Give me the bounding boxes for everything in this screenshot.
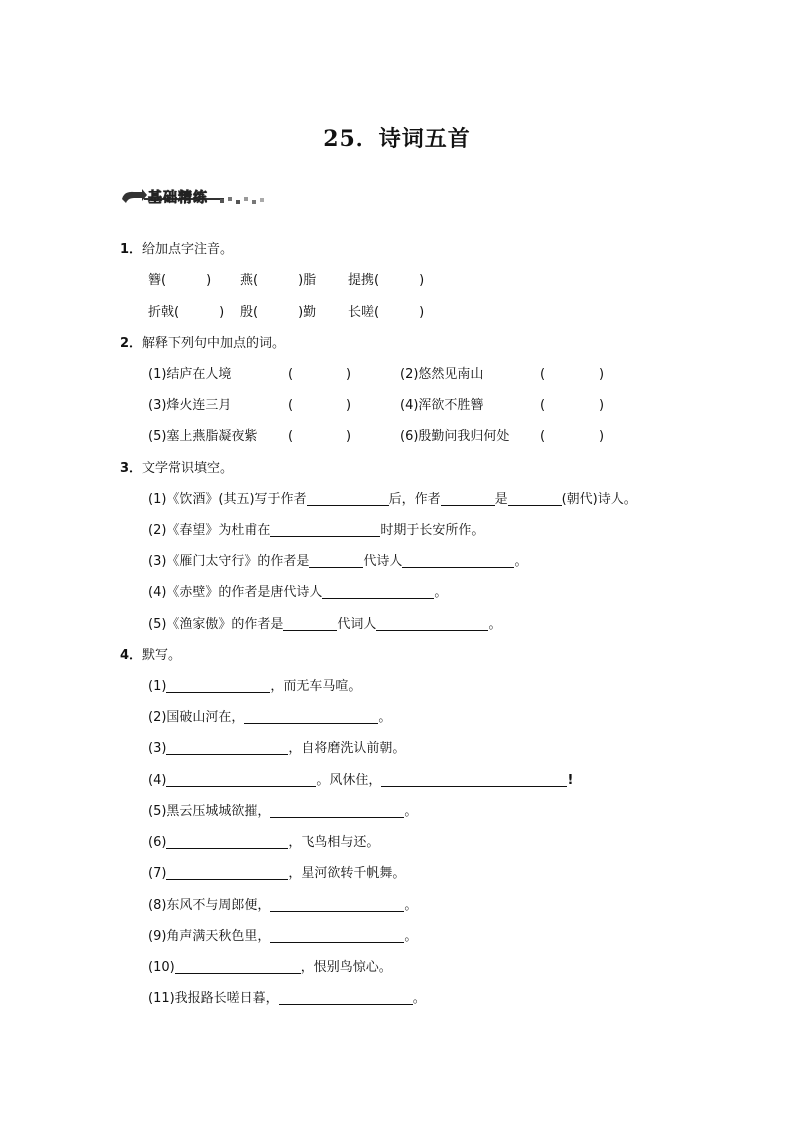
q3-line-1: [148, 491, 637, 509]
answer-blank[interactable]: [381, 772, 567, 787]
item-text: ): [206, 273, 212, 288]
line-text: ，而无车马喧。: [270, 679, 362, 694]
q2-paren-open: (: [540, 398, 546, 413]
answer-blank[interactable]: [279, 990, 413, 1005]
q4-line-2: [148, 709, 391, 727]
pinyin-row-2b: [240, 304, 316, 322]
line-text: (5)《渔家傲》的作者是: [148, 617, 284, 632]
q2-paren-close: ): [346, 429, 352, 444]
line-text: (3)《雁门太守行》的作者是: [148, 554, 310, 569]
answer-blank[interactable]: [244, 709, 378, 724]
answer-blank[interactable]: [309, 553, 363, 568]
line-text: 。: [412, 991, 426, 1006]
item-text: )勤: [298, 305, 317, 320]
answer-blank[interactable]: [166, 865, 288, 880]
item-text: 燕(: [240, 273, 259, 288]
pinyin-row-1: [148, 272, 211, 290]
line-text: 。: [514, 554, 528, 569]
line-text: ，恨别鸟惊心。: [300, 960, 392, 975]
line-text: 。: [434, 585, 448, 600]
item-text: ): [419, 305, 425, 320]
answer-blank[interactable]: [166, 678, 270, 693]
q2-item: (2)悠然见南山: [400, 367, 484, 382]
line-text: ，自将磨洗认前朝。: [288, 741, 406, 756]
line-text: (11)我报路长嗟日暮，: [148, 991, 279, 1006]
question-2: [120, 335, 285, 353]
line-text: 代词人: [337, 617, 377, 632]
q2-paren-open: (: [288, 367, 294, 382]
answer-blank[interactable]: [508, 491, 562, 506]
line-text: 。: [404, 898, 418, 913]
q4-line-10: [148, 959, 392, 977]
answer-blank[interactable]: [166, 834, 288, 849]
q3-line-3: [148, 553, 527, 571]
q3-line-5: [148, 616, 501, 634]
q4-line-3: [148, 740, 405, 758]
line-text: ，星河欲转千帆舞。: [288, 866, 406, 881]
q4-line-5: [148, 803, 417, 821]
q4-line-1: [148, 678, 361, 696]
question-1: [120, 241, 233, 259]
q2-paren-open: (: [540, 367, 546, 382]
q2-item: (4)浑欲不胜簪: [400, 398, 484, 413]
line-text: (10): [148, 960, 175, 975]
question-number: 2．: [120, 336, 143, 351]
question-text: 解释下列句中加点的词。: [142, 336, 286, 351]
line-text: 后，作者: [388, 492, 441, 507]
answer-blank[interactable]: [270, 897, 404, 912]
line-text: (5)黑云压城城欲摧，: [148, 804, 271, 819]
pinyin-row-1b: [240, 272, 316, 290]
item-text: ): [419, 273, 425, 288]
line-text: (1): [148, 679, 167, 694]
question-number: 1．: [120, 242, 143, 257]
pinyin-row-1c: [348, 272, 424, 290]
line-text: 时期于长安所作。: [380, 523, 485, 538]
q2-item: (1)结庐在人境: [148, 367, 232, 382]
answer-blank[interactable]: [270, 803, 404, 818]
line-text: 是: [494, 492, 508, 507]
line-text: (2)国破山河在，: [148, 710, 245, 725]
line-text: (3): [148, 741, 167, 756]
line-text: (1)《饮酒》(其五)写于作者: [148, 492, 307, 507]
answer-blank[interactable]: [322, 584, 434, 599]
line-text: (6): [148, 835, 167, 850]
q2-item: (5)塞上燕脂凝夜紫: [148, 429, 258, 444]
page-title: 25．诗词五首: [323, 126, 471, 152]
item-text: ): [219, 305, 225, 320]
answer-blank[interactable]: [166, 740, 288, 755]
line-text: !: [567, 773, 574, 788]
item-text: 提携(: [348, 273, 380, 288]
line-text: 。: [404, 929, 418, 944]
line-text: ，飞鸟相与还。: [288, 835, 380, 850]
line-text: (2)《春望》为杜甫在: [148, 523, 271, 538]
line-text: (8)东风不与周郎便，: [148, 898, 271, 913]
answer-blank[interactable]: [283, 616, 337, 631]
answer-blank[interactable]: [270, 928, 404, 943]
line-text: 。: [488, 617, 502, 632]
q4-line-7: [148, 865, 405, 883]
line-text: 。: [404, 804, 418, 819]
q2-paren-close: ): [599, 398, 605, 413]
question-text: 文学常识填空。: [142, 461, 234, 476]
q2-paren-open: (: [288, 429, 294, 444]
answer-blank[interactable]: [270, 522, 380, 537]
line-text: 。: [378, 710, 392, 725]
item-text: )脂: [298, 273, 317, 288]
line-text: (4): [148, 773, 167, 788]
q4-line-8: [148, 897, 417, 915]
question-3: [120, 460, 233, 478]
q4-line-6: [148, 834, 379, 852]
q4-line-11: [148, 990, 426, 1008]
line-text: (朝代)诗人。: [561, 492, 637, 507]
q2-paren-close: ): [599, 367, 605, 382]
answer-blank[interactable]: [166, 772, 316, 787]
line-text: 。风休住，: [316, 773, 382, 788]
line-text: (9)角声满天秋色里，: [148, 929, 271, 944]
q2-item: (3)烽火连三月: [148, 398, 232, 413]
q2-paren-open: (: [540, 429, 546, 444]
q3-line-4: [148, 584, 447, 602]
q2-item: (6)殷勤问我归何处: [400, 429, 510, 444]
q3-line-2: [148, 522, 484, 540]
question-4: [120, 647, 181, 665]
q2-paren-open: (: [288, 398, 294, 413]
line-text: (7): [148, 866, 167, 881]
q2-paren-close: ): [346, 367, 352, 382]
section-banner-label: 基础精练: [148, 190, 208, 206]
item-text: 长嗟(: [348, 305, 380, 320]
line-text: (4)《赤壁》的作者是唐代诗人: [148, 585, 323, 600]
section-banner: [120, 186, 270, 208]
question-text: 默写。: [142, 648, 182, 663]
q4-line-4: [148, 772, 573, 790]
answer-blank[interactable]: [175, 959, 301, 974]
question-number: 4．: [120, 648, 143, 663]
pinyin-row-2c: [348, 304, 424, 322]
q2-paren-close: ): [346, 398, 352, 413]
item-text: 殷(: [240, 305, 259, 320]
question-number: 3．: [120, 461, 143, 476]
item-text: 簪(: [148, 273, 167, 288]
answer-blank[interactable]: [441, 491, 495, 506]
question-text: 给加点字注音。: [142, 242, 234, 257]
answer-blank[interactable]: [402, 553, 514, 568]
line-text: 代诗人: [363, 554, 403, 569]
answer-blank[interactable]: [376, 616, 488, 631]
q2-paren-close: ): [599, 429, 605, 444]
q4-line-9: [148, 928, 417, 946]
answer-blank[interactable]: [307, 491, 389, 506]
item-text: 折戟(: [148, 305, 180, 320]
pinyin-row-2: [148, 304, 224, 322]
